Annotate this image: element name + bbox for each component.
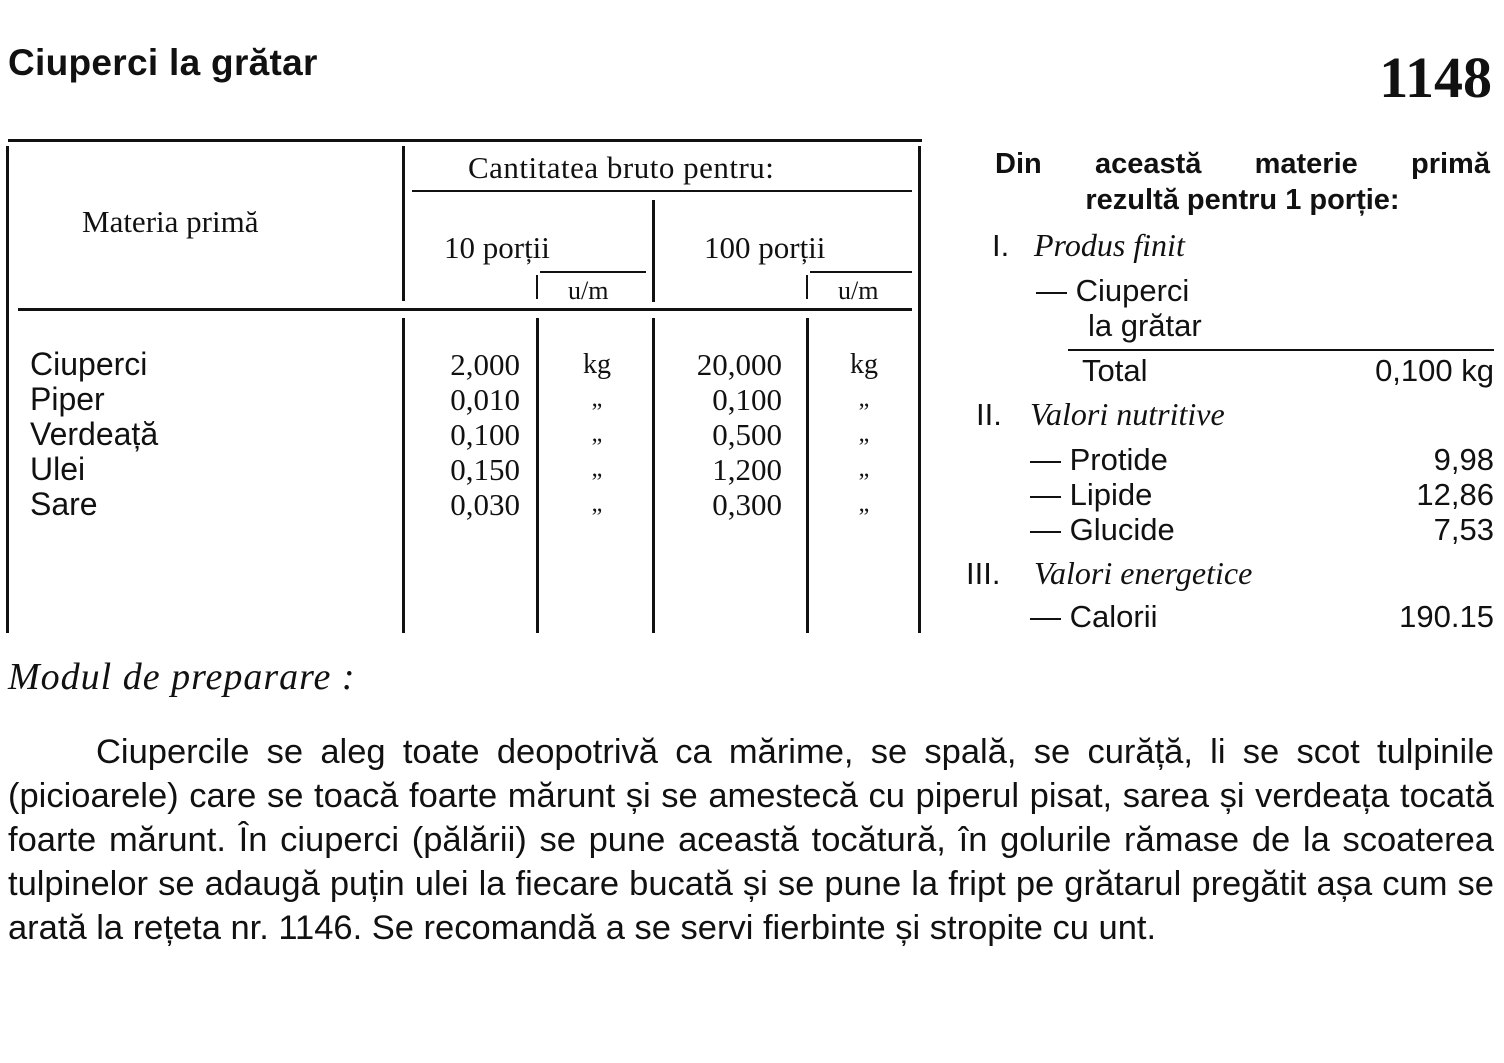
nutrient-label: — Lipide (1030, 477, 1153, 512)
unit-100: „ (858, 386, 870, 412)
method-text: Ciupercile se aleg toate deopotrivă ca mărime, se spală, se curăță, li se scot tulpinile (picioarele) care se toacă foarte mărunt și se amestecă cu piperul pisat, sarea și verdeața tocată foarte mărunt. În ciuperci (pălării) se pune această tocătură, în golurile rămase de la scoaterea tulpinelor se adaugă puțin ulei la fiecare bucată și se pune la fript pe grătarul pregătit așa cum se arată la rețeta nr. 1146. Se recomandă a se servi fierbinte și stropite cu unt. (8, 733, 1494, 947)
unit100-tick (806, 275, 808, 299)
unit-100: „ (858, 456, 870, 482)
calories-value: 190.15 (1399, 599, 1494, 634)
ingredient-name: Sare (30, 486, 98, 522)
total-value: 0,100 kg (1375, 353, 1494, 388)
unit100-col-border-body (806, 318, 809, 633)
header-100-portions: 100 porții (704, 230, 826, 265)
qty-100: 1,200 (712, 452, 782, 487)
yield-heading-word: această (1094, 148, 1202, 180)
col10-col100-border (652, 200, 655, 302)
unit10-tick (536, 275, 538, 299)
header-unit-100: u/m (838, 276, 879, 305)
qty-100: 0,100 (712, 382, 782, 417)
ingredient-col-border (402, 146, 405, 301)
unit-10: „ (591, 421, 603, 447)
yield-heading-line2: rezultă pentru 1 porție: (1085, 184, 1400, 216)
qty-100: 0,500 (712, 417, 782, 452)
qty-10: 0,030 (450, 487, 520, 522)
header-ingredient: Materia primă (82, 204, 259, 239)
yield-heading (995, 146, 1490, 218)
table-left-border (6, 146, 9, 633)
nutrient-value: 9,98 (1433, 442, 1494, 477)
product-line-1: — Ciuperci (1036, 273, 1190, 308)
calories-label: — Calorii (1030, 599, 1158, 634)
unit-header-rule-100 (810, 271, 912, 273)
ingredient-name: Ciuperci (30, 346, 148, 382)
unit-100: kg (850, 349, 878, 380)
qty-10: 0,150 (450, 452, 520, 487)
header-10-portions: 10 porții (444, 230, 550, 265)
total-rule (1068, 349, 1494, 351)
section-3-number: III. (966, 556, 1001, 591)
unit-10: „ (591, 386, 603, 412)
recipe-number: 1148 (1379, 45, 1492, 110)
yield-heading-word: materie (1254, 148, 1358, 180)
nutrient-value: 7,53 (1433, 512, 1494, 547)
section-2-title: Valori nutritive (1030, 396, 1225, 432)
ingredient-name: Ulei (30, 451, 86, 487)
qty-100: 20,000 (696, 347, 782, 382)
qty-10: 0,100 (450, 417, 520, 452)
nutrient-label: — Glucide (1030, 512, 1175, 547)
header-quantity: Cantitatea bruto pentru: (468, 150, 775, 185)
ingredient-col-border-body (402, 318, 405, 633)
section-1-number: I. (992, 228, 1010, 263)
yield-heading-word: primă (1410, 148, 1490, 180)
total-label: Total (1082, 353, 1148, 388)
qty-100: 0,300 (712, 487, 782, 522)
table-top-rule (8, 139, 922, 142)
qty-10: 2,000 (450, 347, 520, 382)
header-bottom-rule (18, 308, 912, 311)
product-line-2: la grătar (1088, 308, 1202, 343)
unit-100: „ (858, 421, 870, 447)
ingredient-name: Piper (30, 381, 105, 417)
nutrient-value: 12,86 (1416, 477, 1494, 512)
unit-10: kg (583, 349, 611, 380)
ingredient-name: Verdeață (30, 416, 159, 452)
section-3-title: Valori energetice (1034, 555, 1253, 591)
section-1-title: Produs finit (1034, 227, 1185, 263)
header-unit-10: u/m (568, 276, 609, 305)
recipe-title: Ciuperci la grătar (8, 42, 318, 83)
qty-10: 0,010 (450, 382, 520, 417)
unit10-col-border-body (536, 318, 539, 633)
nutrient-label: — Protide (1030, 442, 1168, 477)
yield-heading-word: Din (995, 148, 1042, 180)
quantity-header-rule (412, 190, 912, 192)
unit-10: „ (591, 491, 603, 517)
section-2-number: II. (976, 397, 1002, 432)
method-title: Modul de preparare : (8, 656, 356, 698)
unit-10: „ (591, 456, 603, 482)
table-right-border (918, 146, 921, 633)
unit-header-rule-10 (540, 271, 646, 273)
unit-100: „ (858, 491, 870, 517)
